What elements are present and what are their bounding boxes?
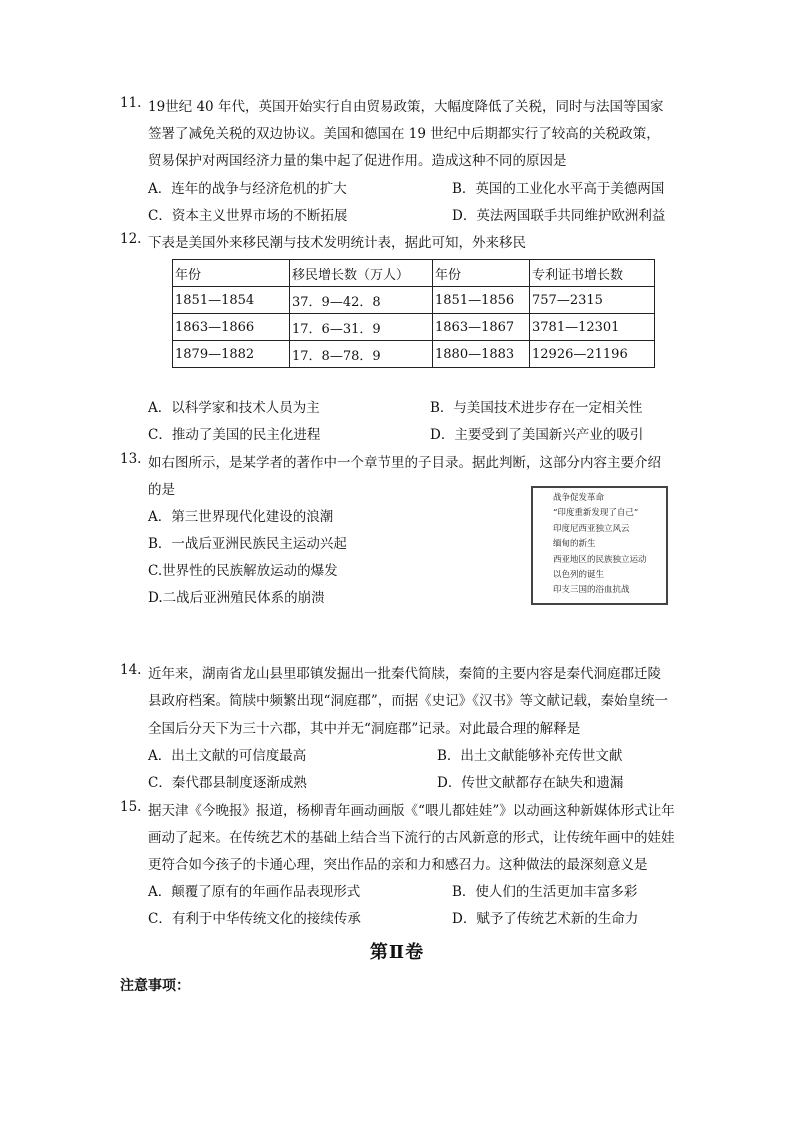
toc-item: 西亚地区的民族独立运动 [553, 554, 647, 565]
option-a[interactable]: A．出土文献的可信度最高 [148, 748, 307, 764]
option-c[interactable]: C．推动了美国的民主化进程 [148, 427, 321, 443]
option-a[interactable]: A．连年的战争与经济危机的扩大 [148, 181, 347, 197]
table-cell: 3781—12301 [530, 314, 655, 341]
table-header: 移民增长数（万人） [290, 260, 433, 287]
option-d[interactable]: D．传世文献都存在缺失和遗漏 [437, 775, 624, 791]
table-row [173, 314, 655, 341]
question-number: 15. [120, 799, 142, 815]
option-b[interactable]: B．使人们的生活更加丰富多彩 [452, 884, 638, 900]
table-cell: 1851—1854 [173, 287, 290, 314]
toc-item: 印度尼西亚独立风云 [553, 523, 630, 534]
table-cell: 17．6—31．9 [290, 314, 433, 341]
question-text-line: 贸易保护对两国经济力量的集中起了促进作用。造成这种不同的原因是 [148, 153, 567, 169]
option-b[interactable]: B．英国的工业化水平高于美德两国 [452, 181, 665, 197]
toc-item: “印度重新发现了自己” [553, 508, 639, 519]
toc-item: 以色列的诞生 [553, 570, 605, 581]
question-number: 13. [120, 451, 142, 467]
option-d[interactable]: D.二战后亚洲殖民体系的崩溃 [148, 590, 325, 606]
option-b[interactable]: B．出土文献能够补充传世文献 [437, 748, 623, 764]
table-of-contents-figure [531, 486, 668, 605]
section-title: 第Ⅱ卷 [369, 942, 425, 963]
notice-heading: 注意事项： [120, 978, 190, 994]
option-d[interactable]: D．主要受到了美国新兴产业的吸引 [430, 427, 644, 443]
question-text-line: 全国后分天下为三十六郡，其中并无“洞庭郡”记录。对此最合理的解释是 [148, 721, 581, 737]
immigration-table [172, 259, 655, 368]
question-text-line: 下表是美国外来移民潮与技术发明统计表，据此可知，外来移民 [148, 235, 526, 251]
table-cell: 12926—21196 [530, 341, 655, 368]
table-header-row [173, 260, 655, 287]
question-text-line: 县政府档案。简牍中频繁出现“洞庭郡”，而据《史记》《汉书》等文献记载，秦始皇统一 [148, 693, 669, 709]
option-b[interactable]: B．与美国技术进步存在一定相关性 [430, 400, 643, 416]
option-a[interactable]: A．第三世界现代化建设的浪潮 [148, 509, 334, 525]
question-text-line: 签署了减免关税的双边协议。美国和德国在 19 世纪中后期都实行了较高的关税政策， [148, 126, 660, 142]
option-b[interactable]: B．一战后亚洲民族民主运动兴起 [148, 536, 347, 552]
option-a[interactable]: A．以科学家和技术人员为主 [148, 400, 320, 416]
table-cell: 1863—1866 [173, 314, 290, 341]
option-c[interactable]: C．秦代郡县制度逐渐成熟 [148, 775, 307, 791]
table-header: 年份 [433, 260, 530, 287]
question-text-line: 更符合如今孩子的卡通心理，突出作品的亲和力和感召力。这种做法的最深刻意义是 [148, 857, 648, 873]
question-text-line: 据天津《今晚报》报道，杨柳青年画动画版《“喂儿都娃娃”》以动画这种新媒体形式让年 [148, 803, 675, 819]
table-header: 专利证书增长数 [530, 260, 655, 287]
table-cell: 1851—1856 [433, 287, 530, 314]
question-text-line: 画动了起来。在传统艺术的基础上结合当下流行的古风新意的形式，让传统年画中的娃娃 [148, 830, 675, 846]
toc-item: 印支三国的浴血抗战 [553, 585, 630, 596]
toc-item: 缅甸的新生 [553, 539, 596, 550]
option-d[interactable]: D．赋予了传统艺术新的生命力 [452, 911, 639, 927]
question-text-line: 19世纪 40 年代，英国开始实行自由贸易政策，大幅度降低了关税，同时与法国等国家 [148, 99, 664, 115]
question-text-line: 近年来，湖南省龙山县里耶镇发掘出一批秦代简牍，秦简的主要内容是秦代洞庭郡迁陵 [148, 666, 661, 682]
question-number: 14. [120, 662, 142, 678]
table-cell: 17．8—78．9 [290, 341, 433, 368]
option-c[interactable]: C．有利于中华传统文化的接续传承 [148, 911, 361, 927]
option-c[interactable]: C.世界性的民族解放运动的爆发 [148, 563, 338, 579]
toc-item: 战争促发革命 [553, 493, 605, 503]
option-d[interactable]: D．英法两国联手共同维护欧洲利益 [452, 208, 666, 224]
table-cell: 37．9—42．8 [290, 287, 433, 314]
table-cell: 757—2315 [530, 287, 655, 314]
question-number: 12. [120, 231, 142, 247]
option-c[interactable]: C．资本主义世界市场的不断拓展 [148, 208, 348, 224]
table-row [173, 287, 655, 314]
question-number: 11. [120, 95, 142, 111]
table-cell: 1879—1882 [173, 341, 290, 368]
option-a[interactable]: A．颠覆了原有的年画作品表现形式 [148, 884, 361, 900]
table-row [173, 341, 655, 368]
table-cell: 1863—1867 [433, 314, 530, 341]
question-text-line: 的是 [148, 482, 175, 498]
table-header: 年份 [173, 260, 290, 287]
question-text-line: 如右图所示，是某学者的著作中一个章节里的子目录。据此判断，这部分内容主要介绍 [148, 455, 661, 471]
table-cell: 1880—1883 [433, 341, 530, 368]
